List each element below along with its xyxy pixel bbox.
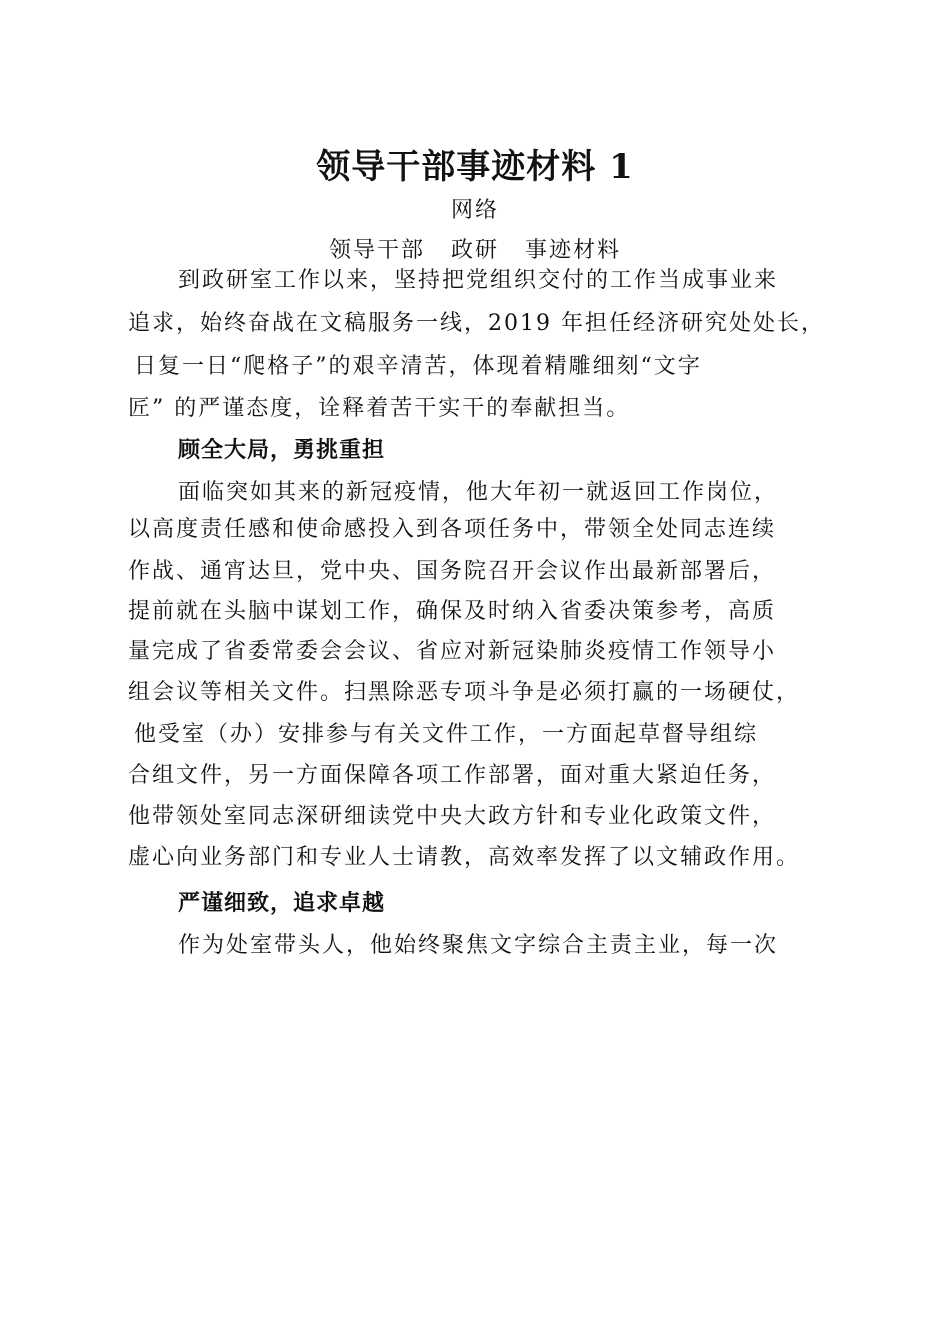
paragraph-line: 他带领处室同志深研细读党中央大政方针和专业化政策文件，: [128, 804, 777, 829]
paragraph-line: 他受室（办）安排参与有关文件工作，一方面起草督导组综: [134, 722, 759, 747]
keyword: 政研: [450, 238, 499, 263]
paragraph-line: 虚心向业务部门和专业人士请教，高效率发挥了以文辅政作用。: [128, 845, 801, 870]
paragraph-line: 合组文件，另一方面保障各项工作部署，面对重大紧迫任务，: [128, 763, 777, 788]
paragraph-line: 匠” 的严谨态度，诠释着苦干实干的奉献担当。: [128, 396, 631, 421]
paragraph-line: 到政研室工作以来，坚持把党组织交付的工作当成事业来: [178, 268, 779, 293]
keywords-line: [0, 236, 950, 266]
keyword: 领导干部: [328, 238, 425, 263]
document-title: 领导干部事迹材料 1: [316, 147, 634, 187]
paragraph-line: 提前就在头脑中谋划工作，确保及时纳入省委决策参考，高质: [128, 599, 777, 624]
paragraph-line: 日复一日“爬格子”的艰辛清苦，体现着精雕细刻“文字: [134, 354, 702, 379]
keyword: 事迹材料: [525, 238, 622, 263]
paragraph-line: 量完成了省委常委会会议、省应对新冠染肺炎疫情工作领导小: [128, 639, 777, 664]
paragraph-line: 以高度责任感和使命感投入到各项任务中，带领全处同志连续: [128, 517, 777, 542]
paragraph-line: 作战、通宵达旦，党中央、国务院召开会议作出最新部署后，: [128, 559, 777, 584]
paragraph-line: 作为处室带头人，他始终聚焦文字综合主责主业，每一次: [178, 933, 779, 958]
paragraph-line: 追求，始终奋战在文稿服务一线，2019 年担任经济研究处处长，: [128, 311, 825, 336]
paragraph-line: 组会议等相关文件。扫黑除恶专项斗争是必须打赢的一场硬仗，: [128, 680, 801, 705]
paragraph-line: 面临突如其来的新冠疫情，他大年初一就返回工作岗位，: [178, 480, 779, 505]
document-author: 网络: [450, 198, 499, 223]
section-heading: 顾全大局，勇挑重担: [178, 437, 386, 463]
section-heading: 严谨细致，追求卓越: [178, 890, 386, 916]
